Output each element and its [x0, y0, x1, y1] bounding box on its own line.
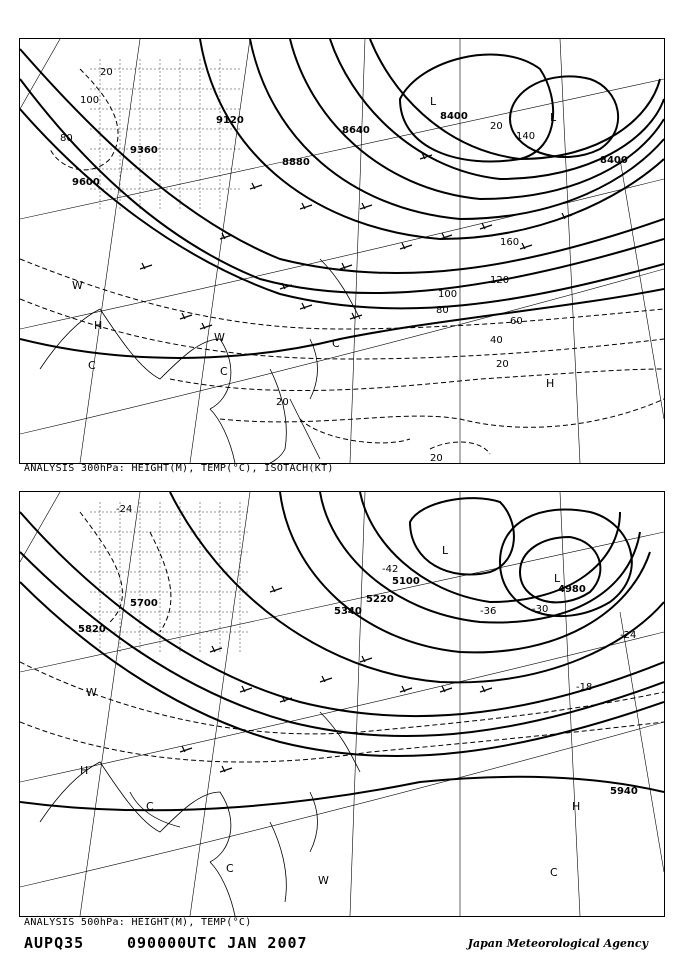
- isotach-label: 80: [60, 133, 73, 144]
- map-300hpa-panel: [19, 38, 665, 464]
- chart-id: AUPQ35: [24, 934, 85, 952]
- temp-label: -24: [620, 630, 637, 641]
- hatched-region: [90, 502, 250, 652]
- cold-center: C: [550, 866, 558, 879]
- high-center: H: [572, 800, 581, 813]
- warm-center: W: [86, 686, 97, 699]
- temp-label: -24: [116, 504, 133, 515]
- height-label: 5100: [392, 576, 420, 587]
- temperature-contours: [20, 512, 664, 762]
- warm-center: W: [318, 874, 329, 887]
- isotach-label: 20: [490, 121, 503, 132]
- isotach-label: 40: [490, 335, 503, 346]
- isotach-label: 20: [430, 453, 443, 463]
- height-label: 9120: [216, 115, 244, 126]
- height-label: 4980: [558, 584, 586, 595]
- isotach-label: 100: [438, 289, 458, 300]
- height-label: 8640: [342, 125, 370, 136]
- caption-500hpa: ANALYSIS 500hPa: HEIGHT(M), TEMP(°C): [24, 917, 252, 928]
- temp-label: -18: [576, 682, 593, 693]
- low-center: L: [550, 111, 557, 124]
- temp-label: -42: [382, 564, 399, 575]
- map-300hpa: [20, 39, 664, 463]
- isotach-label: 60: [510, 316, 523, 327]
- pressure-center-group: [80, 544, 580, 887]
- temp-label: -36: [480, 606, 497, 617]
- isotach-label-group: [60, 67, 535, 463]
- height-label: 5340: [334, 606, 362, 617]
- valid-time: 090000UTC JAN 2007: [127, 934, 308, 952]
- graticule: [20, 492, 664, 916]
- height-label: 5220: [366, 594, 394, 605]
- isotach-label: 20: [496, 359, 509, 370]
- map-500hpa-panel: [19, 491, 665, 917]
- map-500hpa: [20, 492, 664, 916]
- low-center: L: [430, 95, 437, 108]
- height-label: 5700: [130, 598, 158, 609]
- temp-label: -30: [532, 604, 549, 615]
- cold-center: C: [220, 365, 228, 378]
- warm-center: W: [214, 331, 225, 344]
- cold-center: C: [332, 337, 340, 350]
- isotach-label: 120: [490, 275, 510, 286]
- height-label-group: [78, 504, 638, 797]
- isotach-label: 80: [436, 305, 449, 316]
- high-center: H: [546, 377, 555, 390]
- cold-center: C: [88, 359, 96, 372]
- warm-center: W: [72, 279, 83, 292]
- high-center: H: [94, 319, 103, 332]
- caption-300hpa: ANALYSIS 300hPa: HEIGHT(M), TEMP(°C), ISOTACH(KT): [24, 463, 334, 474]
- isotach-label: 20: [100, 67, 113, 78]
- height-label: 5820: [78, 624, 106, 635]
- height-label: 9360: [130, 145, 158, 156]
- high-center: H: [80, 764, 89, 777]
- height-label: 8400: [600, 155, 628, 166]
- isotach-label: 100: [80, 95, 100, 106]
- isotach-label: 140: [516, 131, 536, 142]
- cold-center: C: [146, 800, 154, 813]
- isotach-label: 20: [276, 397, 289, 408]
- height-label: 8880: [282, 157, 310, 168]
- height-label: 5940: [610, 786, 638, 797]
- low-center: L: [442, 544, 449, 557]
- cold-center: C: [226, 862, 234, 875]
- agency-name: Japan Meteorological Agency: [467, 937, 648, 950]
- coastlines: [40, 712, 360, 916]
- height-label: 9600: [72, 177, 100, 188]
- height-label: 8400: [440, 111, 468, 122]
- hatched-region: [90, 59, 240, 209]
- graticule: [20, 39, 664, 463]
- isotach-label: 160: [500, 237, 520, 248]
- low-center: L: [554, 572, 561, 585]
